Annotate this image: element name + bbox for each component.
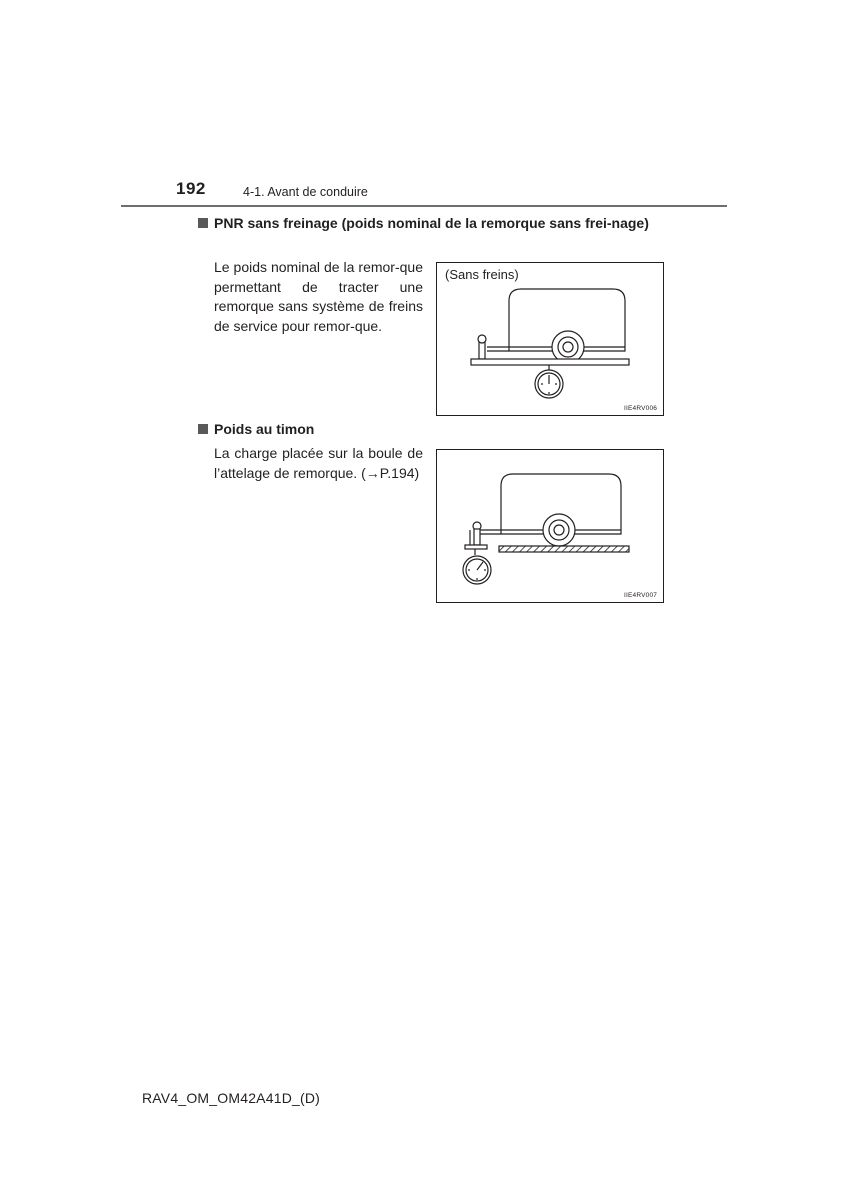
trailer-tongue-scale-illustration (437, 450, 665, 604)
page-number: 192 (176, 179, 206, 198)
section-heading-text: Poids au timon (214, 421, 315, 437)
trailer-scale-illustration (437, 263, 665, 417)
figure-unbraked-trailer (436, 262, 664, 416)
section-body-unbraked-weight: Le poids nominal de la remor-que permettant de tracter une remorque sans système de freins de service pour remor-que. (214, 259, 423, 334)
figure-tongue-weight (436, 449, 664, 603)
section-body-tongue-weight: La charge placée sur la boule de l’attelage de remorque. (→P.194) (214, 445, 423, 481)
figure-code: IIE4RV006 (624, 405, 658, 412)
section-heading-unbraked-weight (198, 213, 659, 233)
header-divider (121, 205, 727, 207)
figure-label: (Sans freins) (445, 267, 519, 282)
square-bullet-icon (198, 424, 208, 434)
figure-code: IIE4RV007 (624, 592, 658, 599)
document-id-footer: RAV4_OM_OM42A41D_(D) (142, 1090, 321, 1106)
section-title: 4-1. Avant de conduire (243, 185, 368, 199)
section-heading-text: PNR sans freinage (poids nominal de la remorque sans frei-nage) (214, 215, 649, 231)
section-heading-tongue-weight (198, 419, 498, 439)
square-bullet-icon (198, 218, 208, 228)
